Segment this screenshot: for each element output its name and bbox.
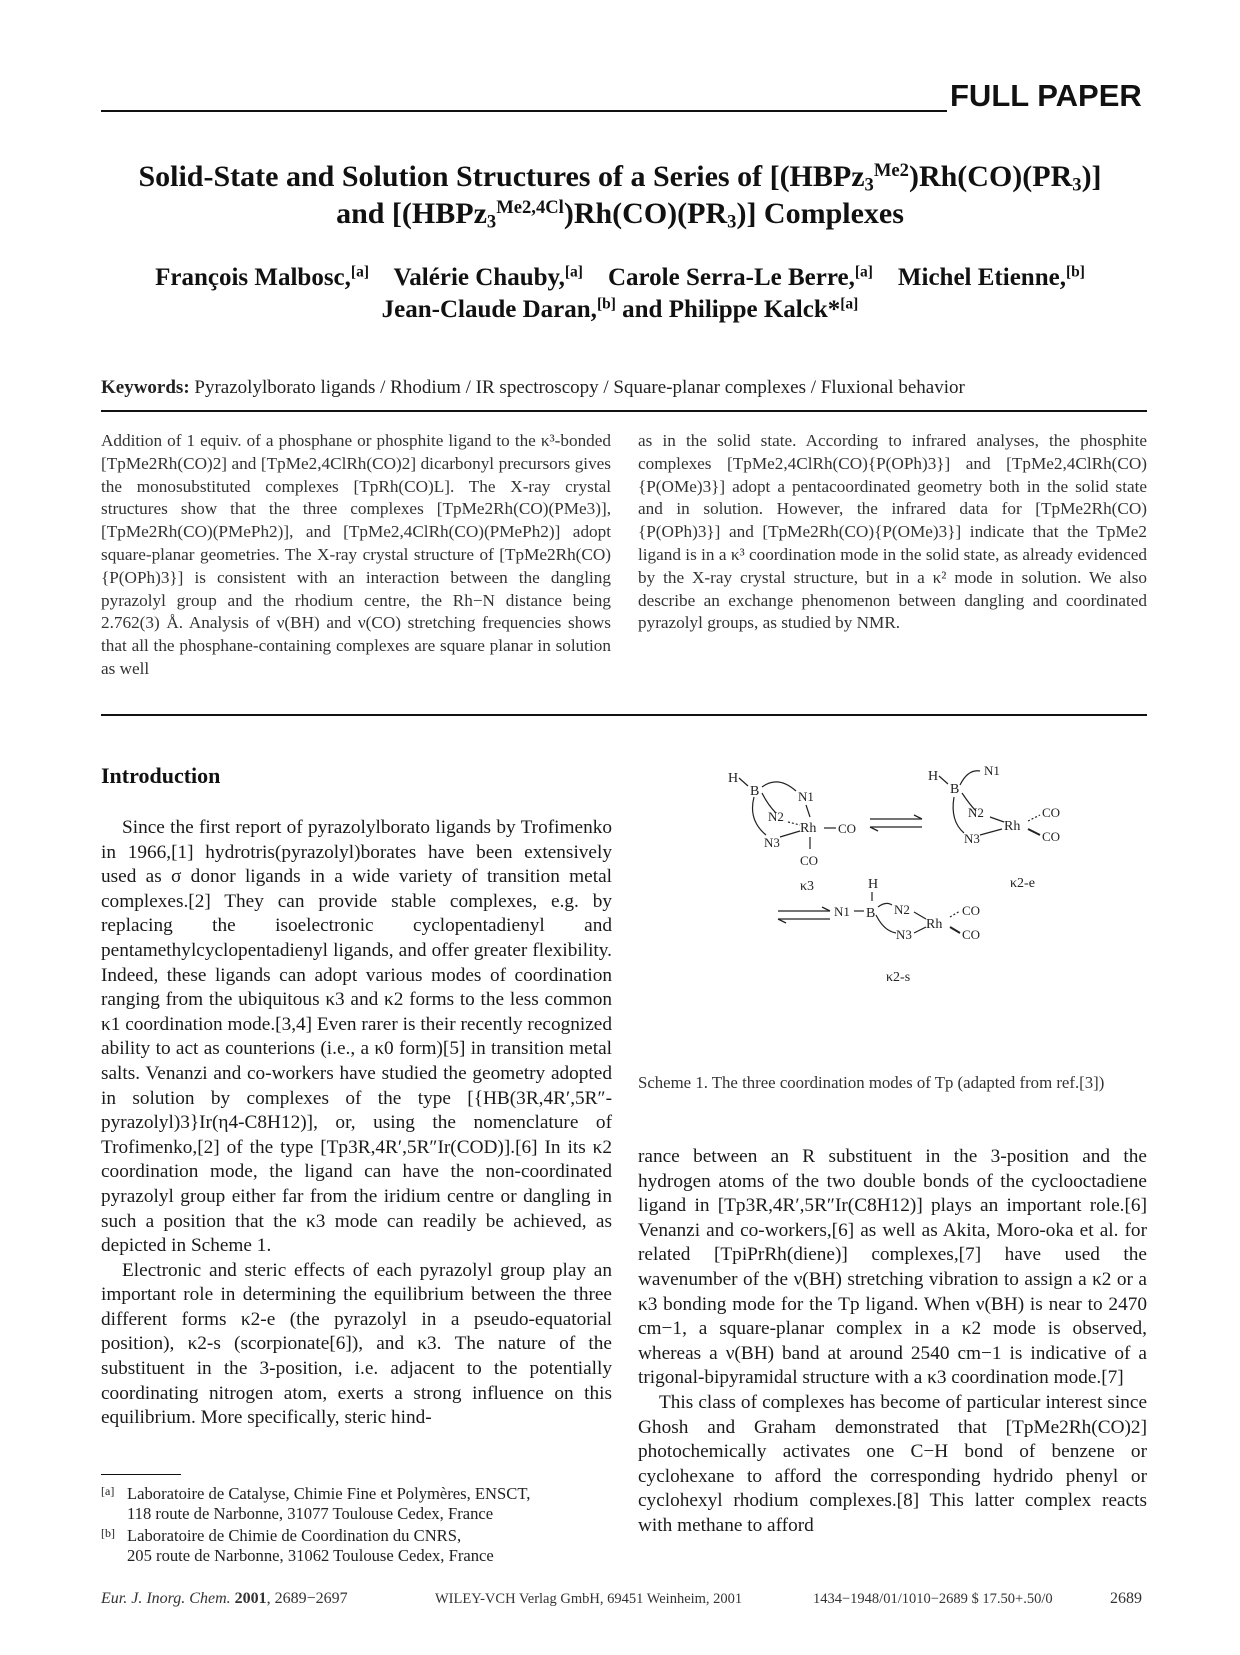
intro-right-column: [638, 1145, 1147, 1539]
keywords-label: Keywords:: [101, 377, 190, 398]
header-rule: [101, 110, 947, 112]
page-number: 2689: [1110, 1590, 1142, 1607]
section-heading: Introduction: [101, 763, 221, 788]
svg-text:N3: N3: [764, 835, 780, 850]
author: Valérie Chauby,[a]: [393, 263, 583, 291]
svg-text:H: H: [728, 771, 739, 786]
svg-text:N1: N1: [984, 763, 1000, 778]
author-list: [60, 262, 1180, 326]
svg-text:κ3: κ3: [800, 879, 815, 894]
svg-text:CO: CO: [962, 927, 981, 942]
paragraph: This class of complexes has become of particular interest since Ghosh and Graham demonstrated that [TpMe2Rh(CO)2] photochemically activates one C−H bond of benzene or cyclohexane to afford the corresponding hydrido phenyl or cyclohexyl rhodium complexes.[8] This latter complex reacts with methane to afford: [638, 1391, 1147, 1536]
keywords: [101, 377, 965, 399]
keywords-text: Pyrazolylborato ligands / Rhodium / IR spectroscopy / Square-planar complexes / Fluxional behavior: [194, 377, 965, 398]
footnote-a: [a] Laboratoire de Catalyse, Chimie Fine et Polymères, ENSCT, 118 route de Narbonne, 31077 Toulouse Cedex, France: [101, 1484, 531, 1523]
svg-text:Rh: Rh: [800, 821, 817, 836]
intro-left-column: [101, 816, 612, 1431]
svg-text:B: B: [866, 906, 876, 921]
abstract-bottom-rule: [101, 714, 1147, 716]
author: Carole Serra-Le Berre,[a]: [607, 263, 873, 291]
svg-text:N2: N2: [968, 805, 984, 820]
footnote-b: [b] Laboratoire de Chimie de Coordination du CNRS, 205 route de Narbonne, 31062 Toulouse Cedex, France: [101, 1526, 494, 1565]
svg-text:CO: CO: [1042, 829, 1061, 844]
svg-text:N2: N2: [768, 809, 784, 824]
abstract-left: Addition of 1 equiv. of a phosphane or phosphite ligand to the κ³-bonded [TpMe2Rh(CO)2] and [TpMe2,4ClRh(CO)2] dicarbonyl precursors gives the monosubstituted complexes [TpRh(CO)L]. The X-ray crystal structures show that the three complexes [TpMe2Rh(CO)(PMe3)], [TpMe2Rh(CO)(PMePh2)], and [TpMe2,4ClRh(CO)(PMePh2)] adopt square-planar geometries. The X-ray crystal structure of [TpMe2Rh(CO){P(OPh)3}] is consistent with an interaction between the dangling pyrazolyl group and the rhodium centre, the Rh−N distance being 2.762(3) Å. Analysis of ν(BH) and ν(CO) stretching frequencies shows that all the phosphane-containing complexes are square planar in solution as well: [101, 431, 611, 678]
structure-k2e: [928, 763, 1060, 891]
title-line-2: and $[(HBPz_3^{Me2,4Cl})Rh(CO)(PR_3)]$ Complexes: [336, 196, 904, 233]
svg-text:CO: CO: [962, 903, 981, 918]
abstract-right: as in the solid state. According to infrared analyses, the phosphite complexes [TpMe2,4ClRh(CO){P(OPh)3}] and [TpMe2,4ClRh(CO){P(OMe)3}] adopt a pentacoordinated geometry both in the solid state and in solution. However, the infrared data for [TpMe2Rh(CO){P(OPh)3}] and [TpMe2Rh(CO){P(OMe)3}] indicate that the TpMe2 ligand is in a κ³ coordination mode in the solid state, as already evidenced by the X-ray crystal structure, but in a κ² mode in solution. We also describe an exchange phenomenon between dangling and coordinated pyrazolyl groups, as studied by NMR.: [638, 431, 1147, 633]
svg-text:CO: CO: [1042, 805, 1061, 820]
svg-text:B: B: [750, 784, 760, 799]
title-line-1: Solid-State and Solution Structures of a Series of $[(HBPz_3^{Me2})Rh(CO)(PR_3)]$: [138, 159, 1102, 196]
structure-k3: [728, 771, 856, 894]
svg-text:H: H: [868, 877, 879, 892]
footer-issn: 1434−1948/01/1010−2689 $ 17.50+.50/0: [813, 1591, 1053, 1607]
svg-text:N1: N1: [798, 789, 814, 804]
author-line-2: [60, 294, 1180, 326]
svg-text:B: B: [950, 782, 960, 797]
svg-text:κ2-s: κ2-s: [886, 970, 911, 985]
author: Michel Etienne,[b]: [897, 263, 1085, 291]
scheme-1-figure: [638, 755, 1147, 1055]
paper-title: [60, 158, 1180, 232]
svg-text:N3: N3: [896, 927, 912, 942]
footnote-rule: [101, 1474, 181, 1475]
abstract-top-rule: [101, 410, 1147, 412]
author: François Malbosc,[a]: [155, 263, 369, 291]
svg-text:CO: CO: [800, 853, 819, 868]
footer-citation: Eur. J. Inorg. Chem. 2001, 2689−2697: [101, 1590, 348, 1607]
section-label: FULL PAPER: [950, 78, 1142, 113]
paragraph: rance between an R substituent in the 3-position and the hydrogen atoms of the two double bonds of the cyclooctadiene ligand in [Tp3R,4R′,5R″Ir(C8H12)] plays an important role.[6] Venanzi and co-workers,[6] as well as Akita, Moro-oka et al. for related [TpiPrRh(diene)] complexes,[7] have used the wavenumber of the ν(BH) stretching vibration to assign a κ2 or a κ3 bonding mode for the Tp ligand. When ν(BH) is near to 2470 cm−1, a square-planar complex in a κ2 mode is observed, whereas a ν(BH) band at around 2540 cm−1 is indicative of a trigonal-bipyramidal structure with a κ3 coordination mode.[7]: [638, 1146, 1147, 1389]
author-line-1: [60, 262, 1180, 294]
scheme-caption: Scheme 1. The three coordination modes of Tp (adapted from ref.[3]): [638, 1073, 1105, 1092]
svg-text:N3: N3: [964, 831, 980, 846]
author: and Philippe Kalck*[a]: [622, 295, 859, 323]
author: Jean-Claude Daran,[b]: [381, 295, 616, 323]
equilibrium-arrow: [778, 907, 830, 923]
svg-text:Rh: Rh: [1004, 819, 1021, 834]
footer-publisher: WILEY-VCH Verlag GmbH, 69451 Weinheim, 2001: [435, 1591, 743, 1607]
svg-text:Rh: Rh: [926, 917, 943, 932]
paragraph: Electronic and steric effects of each pyrazolyl group play an important role in determining the equilibrium between the three different forms κ2-e (the pyrazolyl in a pseudo-equatorial position), κ2-s (scorpionate[6]), and κ3. The nature of the substituent in the 3-position, i.e. adjacent to the potentially coordinating nitrogen atom, exerts a strong influence on this equilibrium. More specifically, steric hind-: [101, 1259, 612, 1429]
svg-text:N2: N2: [894, 902, 910, 917]
svg-text:N1: N1: [834, 904, 850, 919]
structure-k2s: [834, 877, 980, 985]
svg-text:H: H: [928, 769, 939, 784]
equilibrium-arrow: [870, 815, 922, 831]
svg-text:κ2-e: κ2-e: [1010, 876, 1035, 891]
svg-text:CO: CO: [838, 821, 857, 836]
paragraph: Since the first report of pyrazolylborato ligands by Trofimenko in 1966,[1] hydrotris(pyrazolyl)borates have been extensively used as σ donor ligands in a wide variety of transition metal complexes.[2] They can provide stable complexes, e.g. by replacing the isoelectronic cyclopentadienyl and pentamethylcyclopentadienyl ligands, and offer greater flexibility. Indeed, these ligands can adopt various modes of coordination ranging from the ubiquitous κ3 and κ2 forms to the less common κ1 coordination mode.[3,4] Even rarer is their recently recognized ability to act as counterions (i.e., a κ0 form)[5] in transition metal salts. Venanzi and co-workers have studied the geometry adopted in solution by complexes of the type [{HB(3R,4R′,5R″-pyrazolyl)3}Ir(η4-C8H12)], or, using the nomenclature of Trofimenko,[2] of the type [Tp3R,4R′,5R″Ir(COD)].[6] In its κ2 coordination mode, the ligand can have the non-coordinated pyrazolyl group either far from the iridium centre or dangling in such a position that the κ3 mode can readily be achieved, as depicted in Scheme 1.: [101, 817, 612, 1257]
